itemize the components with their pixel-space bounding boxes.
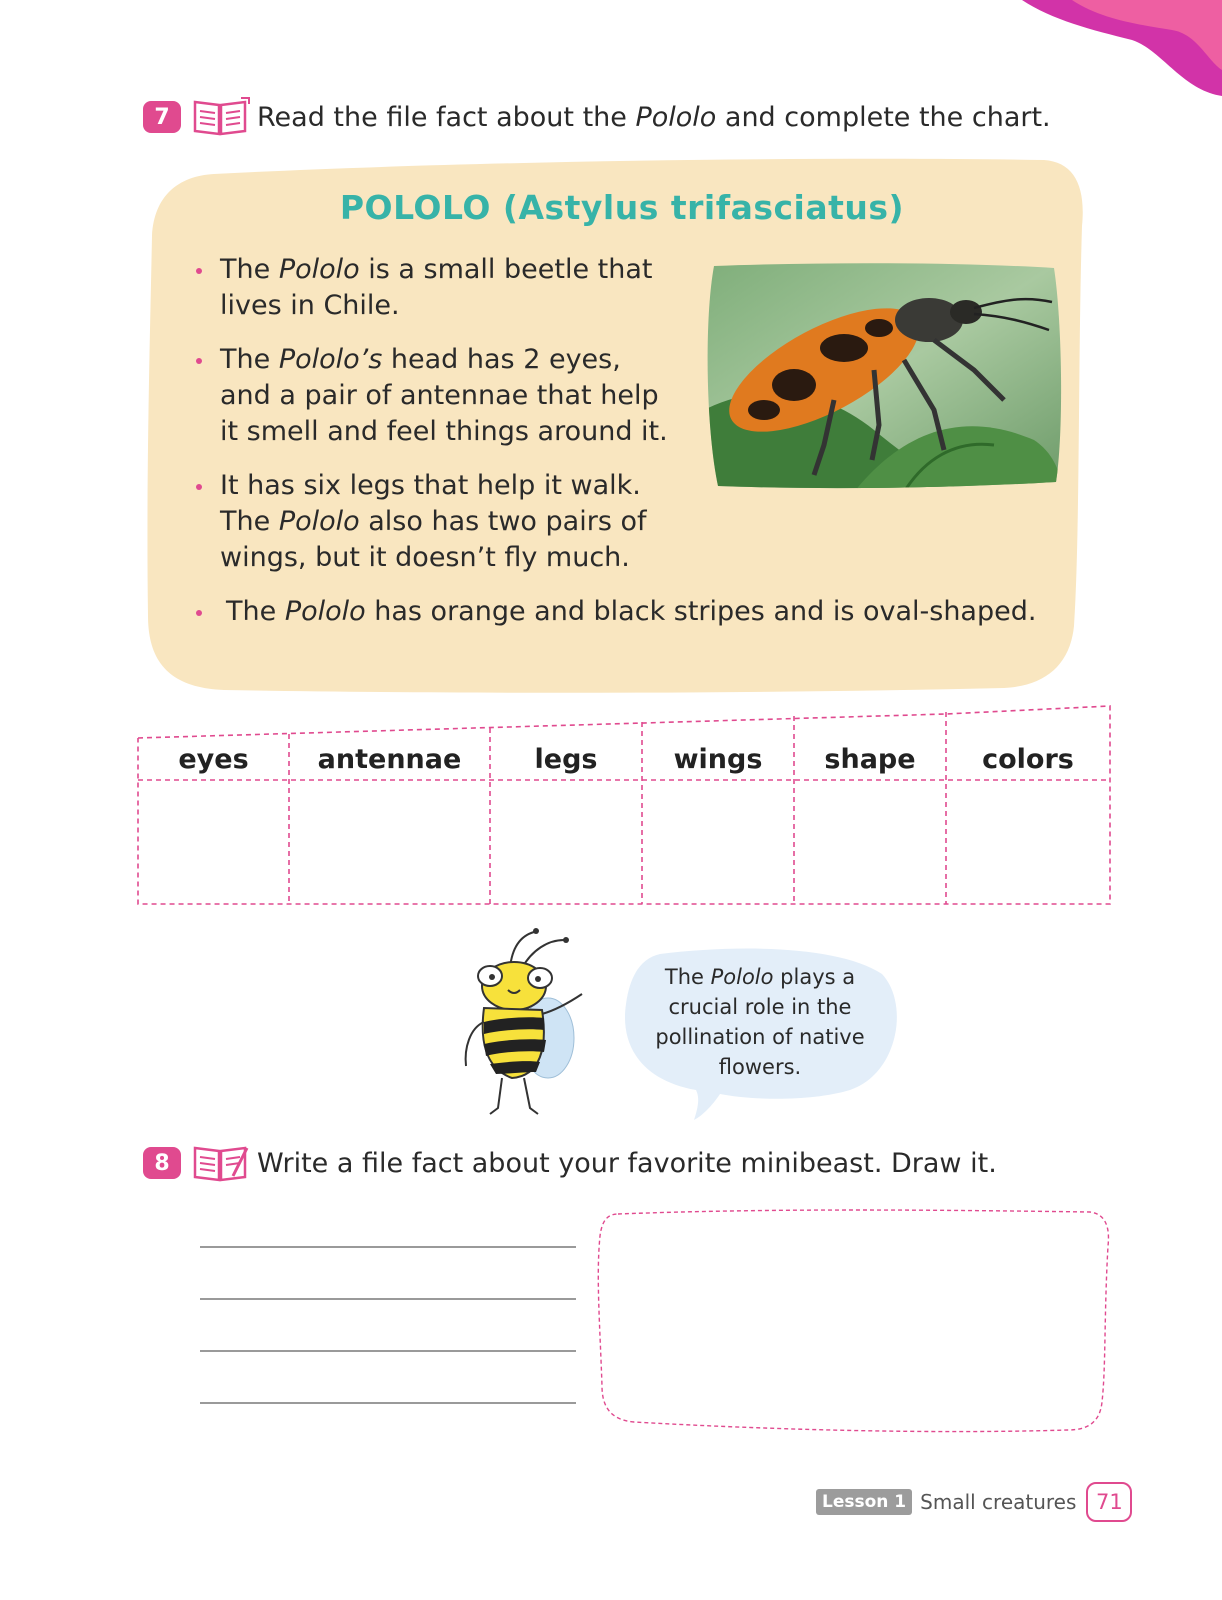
chart-header-legs: legs [534, 744, 598, 775]
chart-header-colors: colors [982, 744, 1074, 775]
task-number-badge: 8 [143, 1147, 181, 1179]
task-7-instruction [143, 96, 1051, 138]
lesson-tag: Lesson 1 [816, 1489, 912, 1515]
chart-header-eyes: eyes [178, 744, 249, 775]
page-number: 71 [1086, 1482, 1132, 1522]
task-number-badge: 7 [143, 101, 181, 133]
chart-header-antennae: antennae [317, 744, 462, 775]
corner-decoration [1012, 0, 1222, 100]
task-8-instruction [143, 1142, 997, 1184]
fact-title: POLOLO (Astylus trifasciatus) [339, 188, 905, 227]
writing-book-icon [191, 1142, 251, 1184]
task-7-text: Read the file fact about the Pololo and complete the chart. [257, 101, 1051, 133]
fact-bullet: The Pololo’s head has 2 eyes, and a pair of antennae that help it smell and feel things around it. [220, 342, 680, 450]
fact-bullet: It has six legs that help it walk. The Pololo also has two pairs of wings, but it doesn’t fly much. [220, 468, 660, 576]
task-8-text: Write a file fact about your favorite minibeast. Draw it. [257, 1147, 997, 1179]
pololo-beetle-photo [704, 260, 1064, 492]
chart-header-shape: shape [824, 744, 916, 775]
fact-bullet: The Pololo is a small beetle that lives in Chile. [220, 252, 660, 324]
chart-header-wings: wings [673, 744, 763, 775]
drawing-box[interactable] [594, 1206, 1112, 1436]
writing-line[interactable] [200, 1350, 576, 1352]
fact-bullet: The Pololo has orange and black stripes and is oval-shaped. [220, 594, 1036, 630]
writing-line[interactable] [200, 1246, 576, 1248]
fact-card [144, 156, 1100, 696]
writing-line[interactable] [200, 1298, 576, 1300]
page-footer [816, 1482, 1132, 1522]
writing-line[interactable] [200, 1402, 576, 1404]
lesson-title: Small creatures [920, 1490, 1077, 1514]
completion-chart [136, 700, 1112, 910]
reading-book-icon [191, 96, 251, 138]
bee-mascot-icon [440, 918, 600, 1132]
speech-bubble-text: The Pololo plays a crucial role in the pollination of native flowers. [655, 965, 865, 1079]
